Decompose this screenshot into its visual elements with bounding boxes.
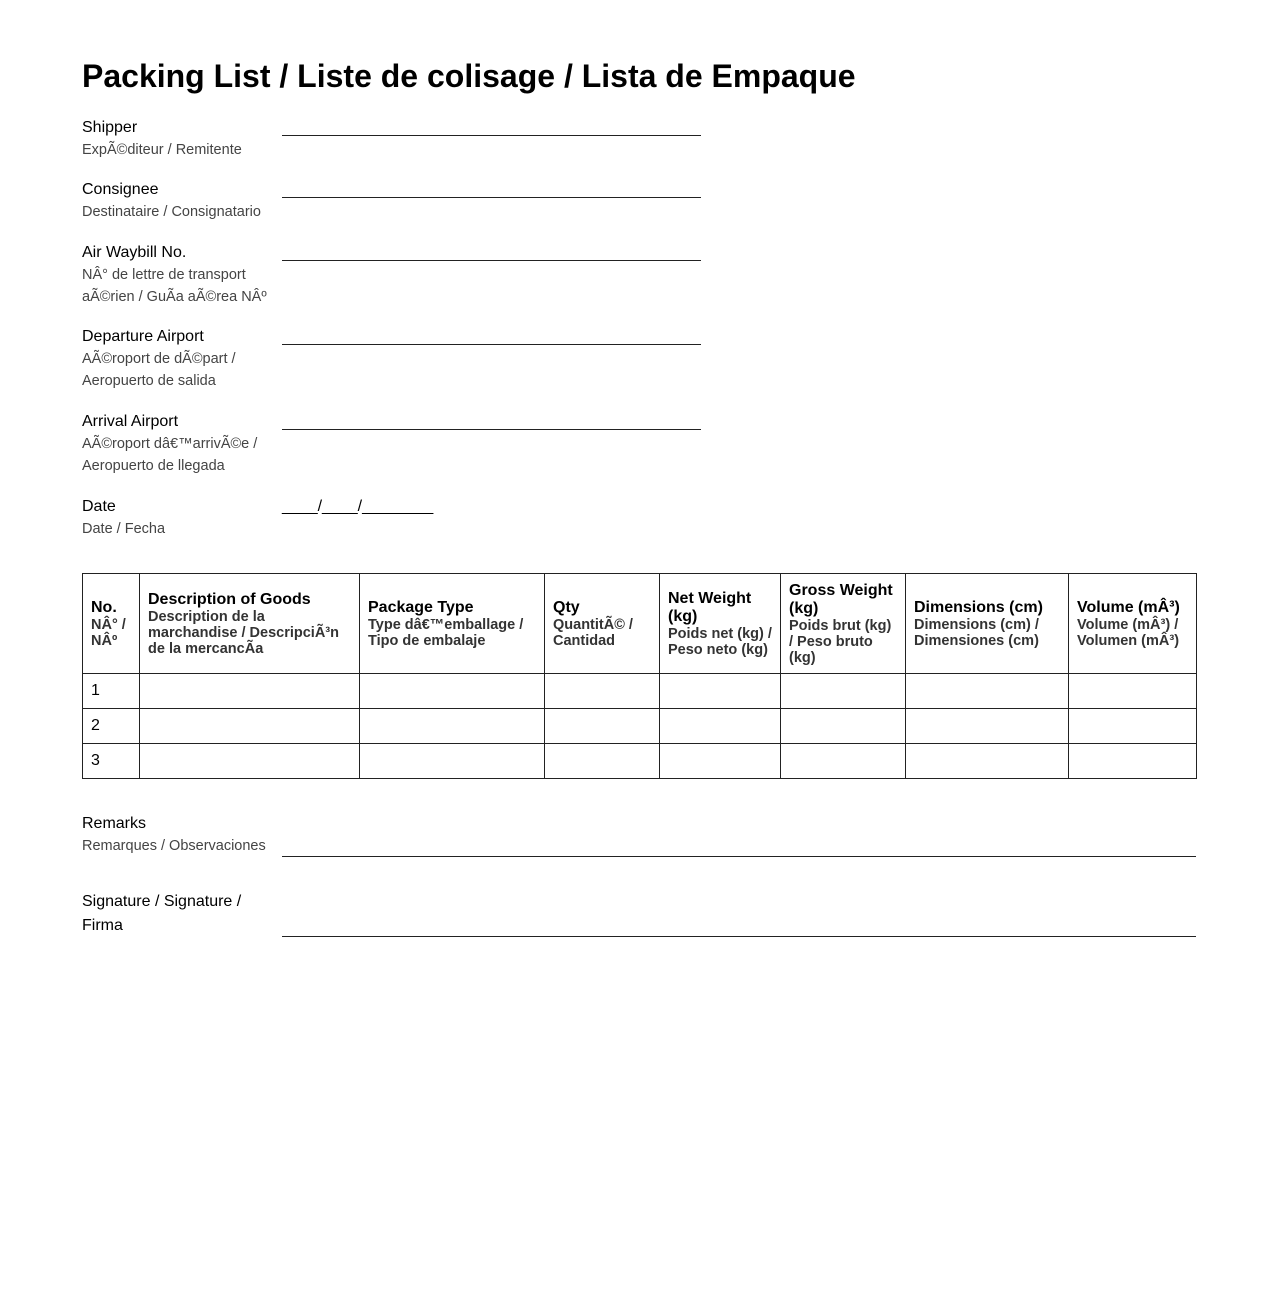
row-number-cell: 1 xyxy=(83,674,140,709)
qty-cell[interactable] xyxy=(545,709,660,744)
goods-table xyxy=(82,573,1197,779)
table-row xyxy=(83,709,1197,744)
description-cell[interactable] xyxy=(140,709,360,744)
volume-cell[interactable] xyxy=(1069,674,1197,709)
arrival-airport-label: Arrival Airport xyxy=(82,413,179,430)
column-header-qty: Qty QuantitÃ© / Cantidad xyxy=(545,574,660,674)
table-row xyxy=(83,674,1197,709)
row-number-cell: 3 xyxy=(83,744,140,779)
dimensions-cell[interactable] xyxy=(906,709,1069,744)
arrival-airport-label-translation: AÃ©roport dâ€™arrivÃ©e / Aeropuerto de llegada xyxy=(82,436,258,474)
gross-weight-cell[interactable] xyxy=(781,744,906,779)
dimensions-cell[interactable] xyxy=(906,744,1069,779)
date-input-line[interactable]: ____/____/________ xyxy=(282,498,434,515)
air-waybill-label-translation: NÂ° de lettre de transport aÃ©rien / GuÃa aÃ©rea NÂº xyxy=(82,267,267,305)
column-header-volume: Volume (mÂ³) Volume (mÂ³) / Volumen (mÂ³) xyxy=(1069,574,1197,674)
table-row xyxy=(83,744,1197,779)
gross-weight-cell[interactable] xyxy=(781,709,906,744)
net-weight-cell[interactable] xyxy=(660,709,781,744)
remarks-label-translation: Remarques / Observaciones xyxy=(82,838,266,854)
table-header-row xyxy=(83,574,1197,674)
net-weight-cell[interactable] xyxy=(660,674,781,709)
qty-cell[interactable] xyxy=(545,744,660,779)
page-title: Packing List / Liste de colisage / Lista de Empaque xyxy=(82,58,856,94)
air-waybill-input-line[interactable] xyxy=(282,260,701,261)
consignee-label-translation: Destinataire / Consignatario xyxy=(82,204,261,220)
departure-airport-label-translation: AÃ©roport de dÃ©part / Aeropuerto de salida xyxy=(82,351,236,389)
column-header-package-type: Package Type Type dâ€™emballage / Tipo de embalaje xyxy=(360,574,545,674)
consignee-input-line[interactable] xyxy=(282,197,701,198)
volume-cell[interactable] xyxy=(1069,744,1197,779)
package-type-cell[interactable] xyxy=(360,744,545,779)
departure-airport-label: Departure Airport xyxy=(82,328,204,345)
shipper-label: Shipper xyxy=(82,119,138,136)
row-number-cell: 2 xyxy=(83,709,140,744)
description-cell[interactable] xyxy=(140,674,360,709)
date-label-translation: Date / Fecha xyxy=(82,521,166,537)
dimensions-cell[interactable] xyxy=(906,674,1069,709)
net-weight-cell[interactable] xyxy=(660,744,781,779)
column-header-net-weight: Net Weight (kg) Poids net (kg) / Peso neto (kg) xyxy=(660,574,781,674)
package-type-cell[interactable] xyxy=(360,674,545,709)
signature-input-line[interactable] xyxy=(282,936,1196,937)
qty-cell[interactable] xyxy=(545,674,660,709)
column-header-description: Description of Goods Description de la marchandise / DescripciÃ³n de la mercancÃa xyxy=(140,574,360,674)
date-label: Date xyxy=(82,498,116,515)
gross-weight-cell[interactable] xyxy=(781,674,906,709)
volume-cell[interactable] xyxy=(1069,709,1197,744)
column-header-dimensions: Dimensions (cm) Dimensions (cm) / Dimensiones (cm) xyxy=(906,574,1069,674)
description-cell[interactable] xyxy=(140,744,360,779)
signature-label: Signature / Signature / Firma xyxy=(82,893,242,934)
shipper-label-translation: ExpÃ©diteur / Remitente xyxy=(82,142,242,158)
air-waybill-label: Air Waybill No. xyxy=(82,244,187,261)
column-header-no: No. NÂ° / NÂº xyxy=(83,574,140,674)
remarks-label: Remarks xyxy=(82,815,147,832)
package-type-cell[interactable] xyxy=(360,709,545,744)
arrival-airport-input-line[interactable] xyxy=(282,429,701,430)
consignee-label: Consignee xyxy=(82,181,159,198)
departure-airport-input-line[interactable] xyxy=(282,344,701,345)
column-header-gross-weight: Gross Weight (kg) Poids brut (kg) / Peso bruto (kg) xyxy=(781,574,906,674)
shipper-input-line[interactable] xyxy=(282,135,701,136)
remarks-input-line[interactable] xyxy=(282,856,1196,857)
